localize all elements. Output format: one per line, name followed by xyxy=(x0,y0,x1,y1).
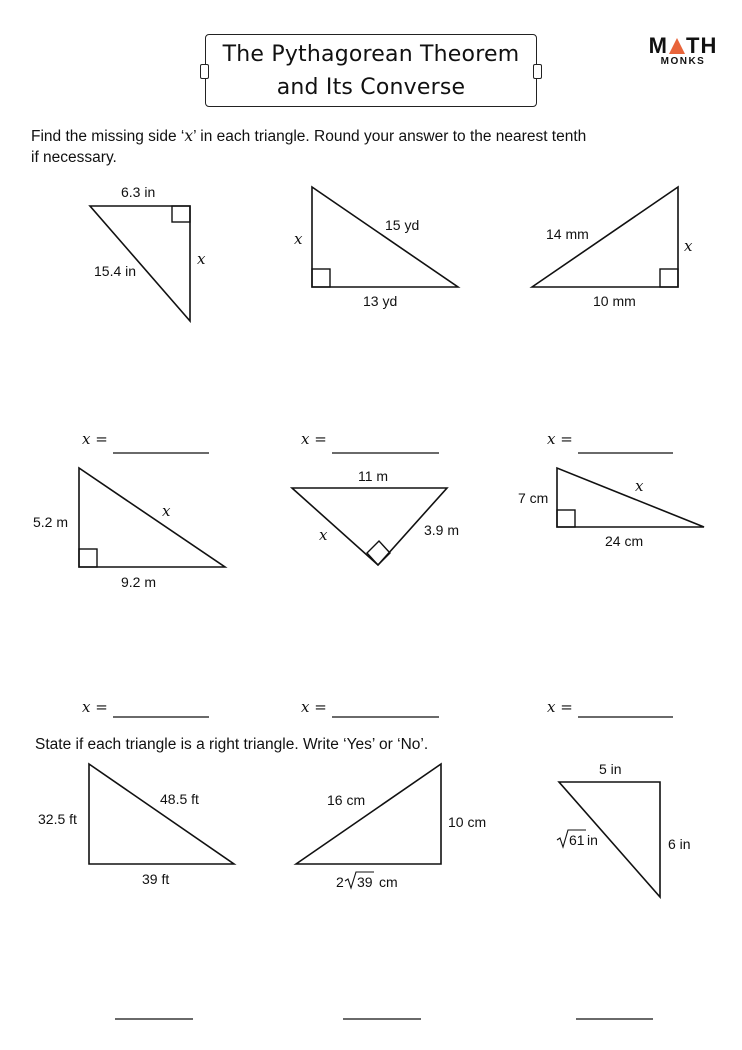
triangle-7-shape xyxy=(89,764,234,864)
triangle-6-label-base: 24 cm xyxy=(605,533,644,549)
logo-subtext: MONKS xyxy=(660,56,706,67)
section2-instructions: State if each triangle is a right triangle. Write ‘Yes’ or ‘No’. xyxy=(35,736,429,753)
triangle-8-label-radicand: 39 xyxy=(357,874,373,890)
right-angle-marker xyxy=(312,269,330,287)
triangle-2-label-hyp: 15 yd xyxy=(385,217,420,233)
triangle-9-label-side: 6 in xyxy=(668,836,691,852)
triangle-problem-6 xyxy=(518,468,704,549)
triangle-problem-8 xyxy=(296,764,486,890)
triangle-4-label-side: 5.2 m xyxy=(33,514,69,530)
triangle-8-shape xyxy=(296,764,441,864)
triangle-problem-7 xyxy=(38,764,234,887)
triangle-1-label-hyp: 15.4 in xyxy=(94,263,137,279)
answer-prompt: x = xyxy=(547,698,573,716)
triangle-6-label-side: 7 cm xyxy=(518,490,549,506)
triangle-6-shape xyxy=(557,468,704,527)
triangle-4-label-base: 9.2 m xyxy=(121,574,157,590)
logo-text-right: TH xyxy=(686,33,718,58)
answer-prompt: x = xyxy=(301,430,327,448)
triangle-2-shape xyxy=(312,187,458,287)
answer-row-1 xyxy=(82,430,673,453)
answer-prompt: x = xyxy=(547,430,573,448)
page-title-line2: and Its Converse xyxy=(276,75,466,100)
triangle-9-label-top: 5 in xyxy=(599,761,622,777)
triangle-9-label-unit: in xyxy=(587,832,598,848)
right-angle-marker xyxy=(367,541,390,565)
triangle-8-label-unit: cm xyxy=(379,874,398,890)
triangle-2-label-x: x xyxy=(294,230,303,248)
right-angle-marker xyxy=(172,206,190,222)
triangle-2-label-base: 13 yd xyxy=(363,293,398,309)
triangle-problem-4 xyxy=(33,468,225,590)
triangle-5-label-top: 11 m xyxy=(358,468,389,484)
triangle-3-label-hyp: 14 mm xyxy=(546,226,589,242)
answer-prompt: x = xyxy=(82,698,108,716)
instruction-text-c: if necessary. xyxy=(31,149,117,166)
triangle-3-label-base: 10 mm xyxy=(593,293,636,309)
triangle-problem-1 xyxy=(90,184,206,321)
triangle-4-shape xyxy=(79,468,225,567)
triangle-problem-3 xyxy=(532,187,693,309)
instruction-text-b: ’ in each triangle. Round your answer to the nearest tenth xyxy=(193,128,587,145)
triangle-problem-2 xyxy=(294,187,458,309)
triangle-problem-9 xyxy=(557,761,691,897)
answer-prompt: x = xyxy=(82,430,108,448)
triangle-7-label-side: 32.5 ft xyxy=(38,811,77,827)
triangle-6-label-x: x xyxy=(635,477,644,495)
right-angle-marker xyxy=(557,510,575,527)
triangle-3-label-x: x xyxy=(684,237,693,255)
triangle-1-label-x: x xyxy=(197,250,206,268)
triangle-7-label-hyp: 48.5 ft xyxy=(160,791,199,807)
instruction-variable: x xyxy=(184,127,194,145)
triangle-8-label-side: 10 cm xyxy=(448,814,487,830)
triangle-8-label-hyp: 16 cm xyxy=(327,792,366,808)
page-title-line1: The Pythagorean Theorem xyxy=(222,42,520,67)
instruction-text-a: Find the missing side ‘ xyxy=(31,128,185,145)
triangle-problem-5 xyxy=(292,468,459,565)
triangle-7-label-base: 39 ft xyxy=(142,871,170,887)
answer-row-2 xyxy=(82,698,673,717)
logo-text-left: M xyxy=(648,33,668,58)
triangle-5-label-x: x xyxy=(319,526,328,544)
triangle-4-label-x: x xyxy=(162,502,171,520)
triangle-8-label-coef: 2 xyxy=(336,874,344,890)
right-angle-marker xyxy=(79,549,97,567)
triangle-9-label-radicand: 61 xyxy=(569,832,585,848)
answer-prompt: x = xyxy=(301,698,327,716)
right-angle-marker xyxy=(660,269,678,287)
triangle-5-label-side: 3.9 m xyxy=(424,522,460,538)
triangle-1-label-top: 6.3 in xyxy=(121,184,156,200)
